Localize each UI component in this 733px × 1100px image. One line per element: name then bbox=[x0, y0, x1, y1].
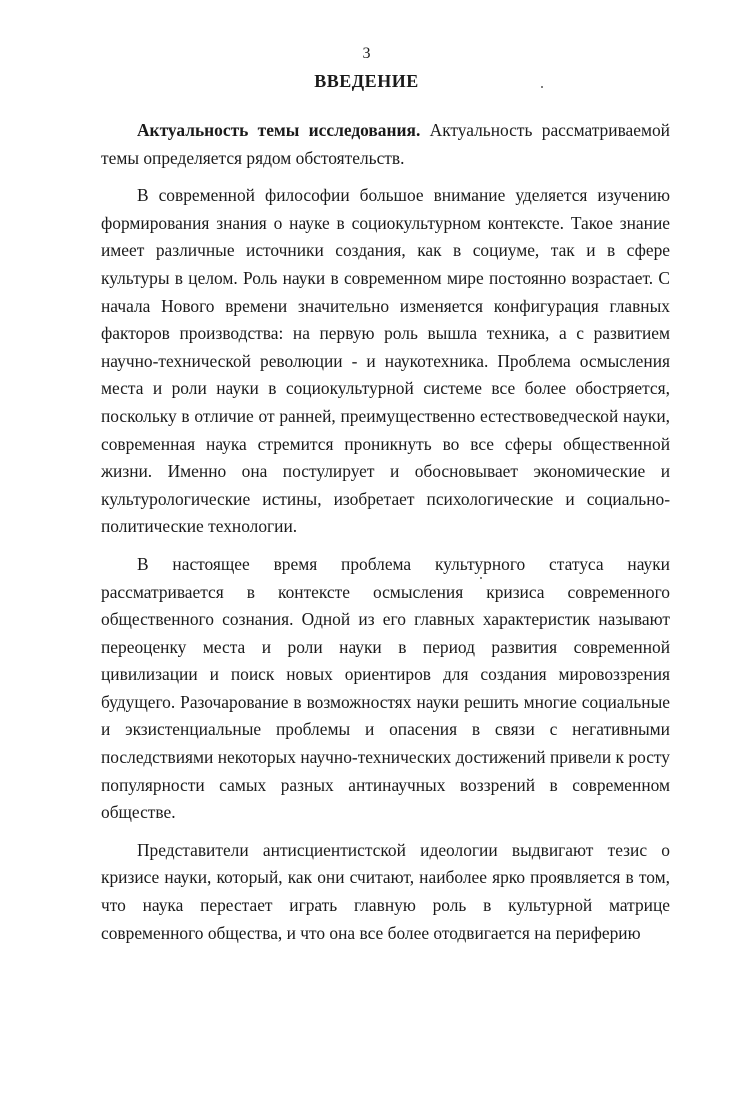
paragraph: В современной философии большое внимание уделяется изучению формирования знания о науке в социокультурном контексте. Такое знание имеет различные источники создания, как в социуме, так и в сфере культуры в целом. Роль науки в современном мире постоянно возрастает. С начала Нового времени значительно изменяется конфигурация главных факторов производства: на первую роль вышла техника, а с развитием научно-технической революции - и наукотехника. Проблема осмысления места и роли науки в социокультурной системе все более обостряется, поскольку в отличие от ранней, преимущественно естествоведческой науки, современная наука стремится проникнуть во все сферы общественной жизни. Именно она постулирует и обосновывает экономические и культурологические истины, изобретает психологические и социально-политические технологии. bbox=[101, 185, 670, 537]
scan-speck bbox=[541, 86, 543, 88]
paragraph-text: Актуальность рассматриваемой темы определяется рядом обстоятельств. bbox=[101, 120, 670, 168]
paragraph-lead: Актуальность темы исследования. bbox=[137, 120, 421, 140]
paragraph: Представители антисциентистской идеологии выдвигают тезис о кризисе науки, который, как они считают, наиболее ярко проявляется в том, что наука перестает играть главную роль в культурной матрице современного общества, и что она все более отодвигается на периферию bbox=[101, 839, 670, 943]
body-text bbox=[101, 117, 670, 957]
paragraph-relevance bbox=[101, 117, 670, 172]
page-title: ВВЕДЕНИЕ bbox=[314, 71, 419, 91]
paragraph: В настоящее время проблема культурного статуса науки рассматривается в контексте осмысления кризиса современного общественного сознания. Одной из его главных характеристик называют переоценку места и роли науки в период развития современной цивилизации и поиск новых ориентиров для создания мировоззрения будущего. Разочарование в возможностях науки решить многие социальные и экзистенциальные проблемы и опасения в связи с негативными последствиями некоторых научно-технических достижений привели к росту популярности самых разных антинаучных воззрений в современном обществе. bbox=[101, 553, 670, 823]
page-number: 3 bbox=[362, 45, 371, 62]
